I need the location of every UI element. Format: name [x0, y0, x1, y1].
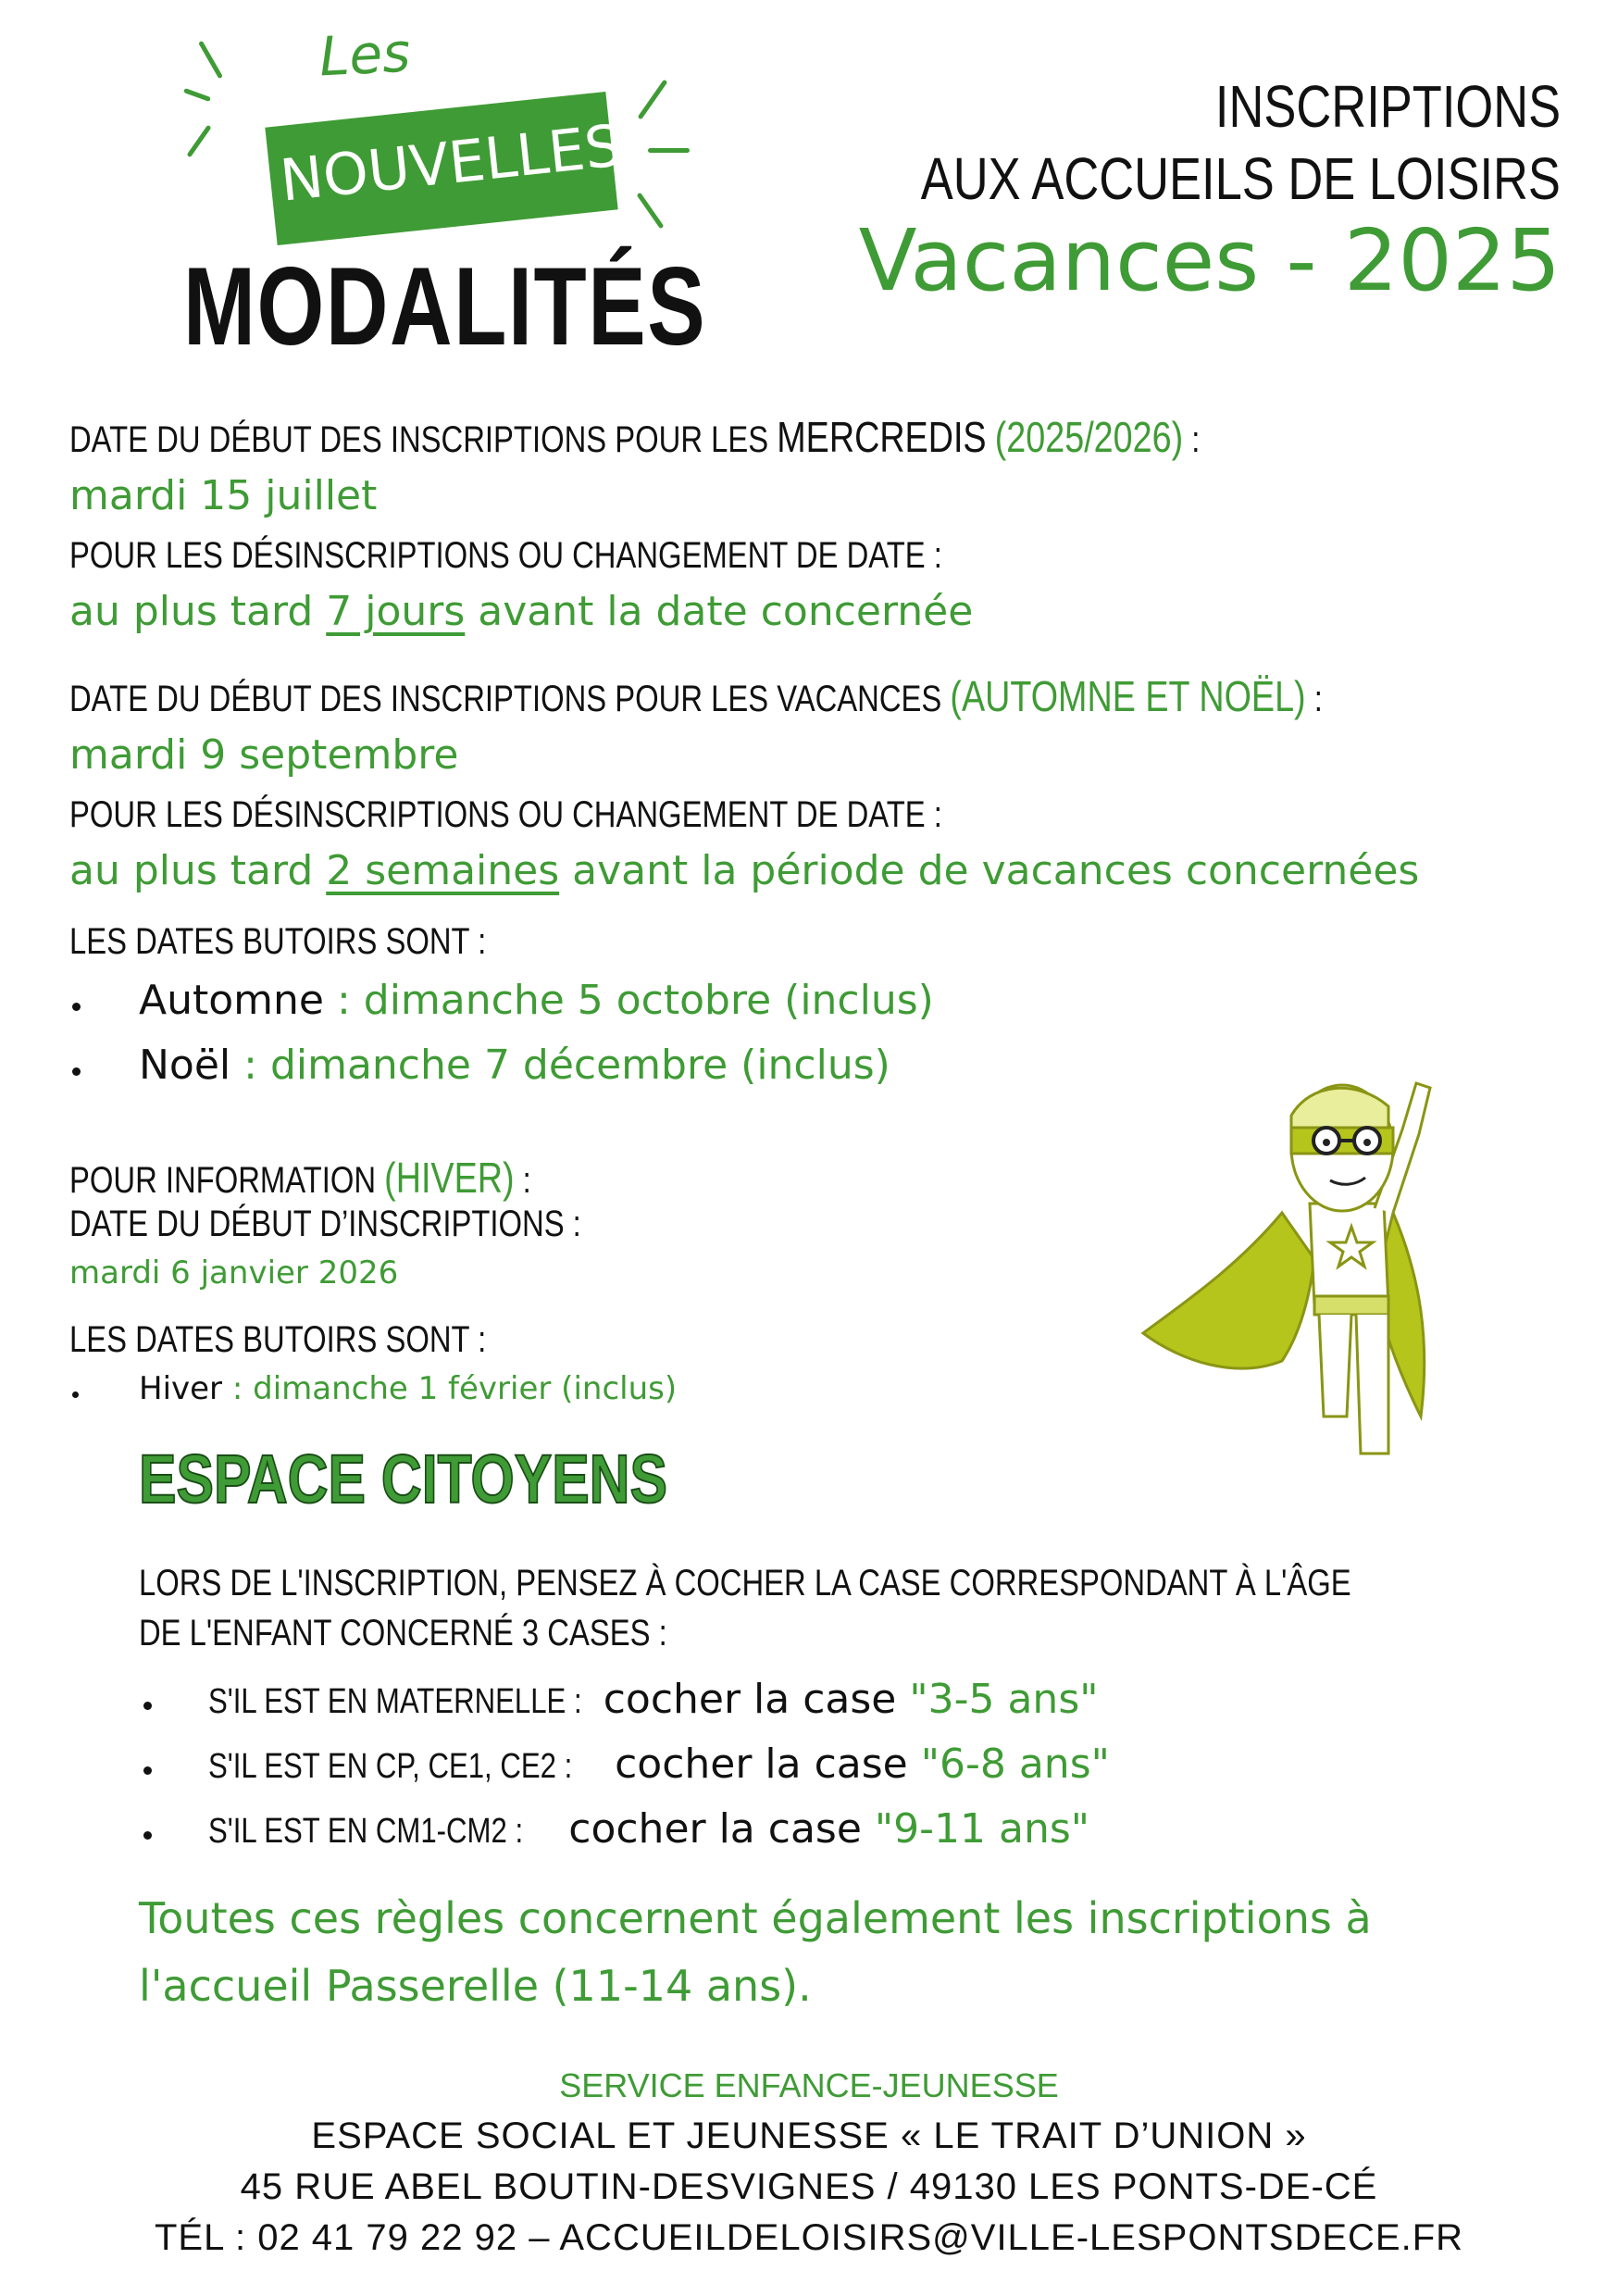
spark-decoration — [638, 80, 668, 120]
butoir-name: Automne — [139, 977, 324, 1024]
label-highlight: MERCREDIS — [777, 413, 987, 461]
age-item-cm — [208, 1805, 1089, 1853]
butoir-date: dimanche 5 octobre (inclus) — [363, 977, 934, 1024]
rule-text: au plus tard — [69, 847, 327, 894]
label-period: (2025/2026) — [994, 413, 1184, 461]
butoir-automne — [139, 977, 934, 1024]
hiver-date: mardi 6 janvier 2026 — [69, 1254, 399, 1292]
butoir-hiver — [139, 1370, 677, 1407]
footer-espace: ESPACE SOCIAL ET JEUNESSE « LE TRAIT D’UNION » — [311, 2115, 1307, 2156]
footer-address: 45 RUE ABEL BOUTIN-DESVIGNES / 49130 LES PONTS-DE-CÉ — [240, 2166, 1378, 2207]
age-condition: S'IL EST EN CP, CE1, CE2 : — [208, 1747, 573, 1786]
rule-underlined: 7 jours — [326, 588, 466, 635]
bullet — [143, 1702, 152, 1710]
age-action: cocher la case — [603, 1676, 910, 1723]
heading-vacances: Vacances - 2025 — [858, 211, 1561, 310]
rule-underlined: 2 semaines — [326, 847, 560, 894]
butoir-sep: : — [222, 1370, 254, 1407]
superhero-child-icon — [1125, 1028, 1550, 1472]
age-action: cocher la case — [568, 1805, 875, 1853]
footer-service: SERVICE ENFANCE-JEUNESSE — [559, 2066, 1059, 2104]
age-range: "9-11 ans" — [874, 1805, 1090, 1853]
title-modalites: MODALITÉS — [183, 244, 707, 368]
label-suffix: : — [1305, 679, 1323, 719]
hiver-butoirs-label: LES DATES BUTOIRS SONT : — [69, 1319, 487, 1360]
footer-contact: TÉL : 02 41 79 22 92 – ACCUEILDELOISIRS@VILLE-LESPONTSDECE.FR — [154, 2217, 1464, 2258]
label-period: (HIVER) — [384, 1154, 515, 1202]
spark-decoration — [198, 41, 223, 79]
age-range: "6-8 ans" — [920, 1741, 1110, 1788]
vacances-desinscription-label: POUR LES DÉSINSCRIPTIONS OU CHANGEMENT DE DATE : — [69, 794, 942, 835]
label-suffix: : — [1183, 419, 1201, 460]
passerelle-note-1: Toutes ces règles concernent également les inscriptions à — [139, 1893, 1372, 1943]
vacances-butoirs-label: LES DATES BUTOIRS SONT : — [69, 921, 487, 962]
mercredis-desinscription-label: POUR LES DÉSINSCRIPTIONS OU CHANGEMENT DE DATE : — [69, 535, 942, 576]
espace-intro-2: DE L'ENFANT CONCERNÉ 3 CASES : — [139, 1613, 667, 1653]
spark-decoration — [648, 148, 690, 153]
title-les: Les — [317, 20, 412, 89]
label-text: DATE DU DÉBUT DES INSCRIPTIONS POUR LES — [69, 419, 778, 460]
bullet — [72, 1067, 81, 1076]
vacances-date: mardi 9 septembre — [69, 731, 459, 779]
butoir-sep: : — [230, 1042, 270, 1089]
age-range: "3-5 ans" — [909, 1676, 1099, 1723]
espace-citoyens-title: ESPACE CITOYENS — [139, 1441, 667, 1517]
age-item-maternelle — [208, 1676, 1098, 1723]
butoir-name: Hiver — [139, 1370, 223, 1407]
age-action: cocher la case — [615, 1741, 921, 1788]
mercredis-date: mardi 15 juillet — [69, 472, 378, 519]
butoir-date: dimanche 1 février (inclus) — [253, 1370, 678, 1407]
label-text: DATE DU DÉBUT DES INSCRIPTIONS POUR LES VACANCES — [69, 679, 951, 719]
hiver-debut-label: DATE DU DÉBUT D’INSCRIPTIONS : — [69, 1204, 581, 1244]
spark-decoration — [186, 125, 211, 158]
age-condition: S'IL EST EN MATERNELLE : — [208, 1682, 582, 1721]
butoir-name: Noël — [139, 1042, 231, 1089]
spark-decoration — [183, 88, 211, 102]
rule-text: au plus tard — [69, 588, 327, 635]
age-condition: S'IL EST EN CM1-CM2 : — [208, 1812, 524, 1851]
age-item-cp — [208, 1741, 1110, 1788]
vacances-label — [69, 671, 1323, 721]
spark-decoration — [637, 193, 665, 230]
passerelle-note-2: l'accueil Passerelle (11-14 ans). — [139, 1961, 812, 2011]
title-nouvelles: NOUVELLES — [277, 111, 625, 215]
label-text: POUR INFORMATION — [69, 1160, 385, 1201]
espace-intro-1: LORS DE L'INSCRIPTION, PENSEZ À COCHER LA CASE CORRESPONDANT À L'ÂGE — [139, 1563, 1351, 1603]
butoir-noel — [139, 1042, 890, 1089]
butoir-date: dimanche 7 décembre (inclus) — [269, 1042, 890, 1089]
heading-inscriptions: INSCRIPTIONS — [1214, 73, 1561, 140]
rule-text: avant la période de vacances concernées — [559, 847, 1420, 894]
heading-accueils: AUX ACCUEILS DE LOISIRS — [920, 145, 1561, 212]
label-period: (AUTOMNE ET NOËL) — [950, 672, 1306, 720]
butoir-sep: : — [323, 977, 364, 1024]
mercredis-rule — [69, 588, 973, 635]
bullet — [143, 1831, 152, 1840]
bullet — [72, 1391, 79, 1398]
bullet — [143, 1766, 152, 1775]
label-suffix: : — [514, 1160, 531, 1201]
rule-text: avant la date concernée — [465, 588, 974, 635]
bullet — [72, 1003, 81, 1011]
vacances-rule — [69, 847, 1419, 894]
hiver-label — [69, 1153, 531, 1203]
mercredis-label — [69, 412, 1200, 462]
